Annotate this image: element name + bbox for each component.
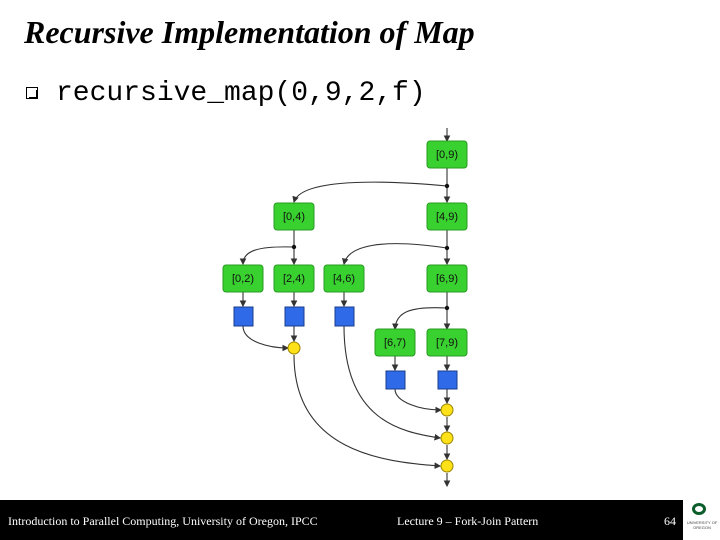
svg-text:[7,9): [7,9) xyxy=(435,337,459,349)
spawn-dot xyxy=(292,245,296,249)
task-node xyxy=(427,141,467,168)
join-dot xyxy=(441,460,453,472)
task-node xyxy=(274,203,314,230)
join-dot xyxy=(441,404,453,416)
page-number: 64 xyxy=(664,514,676,528)
svg-text:[0,9): [0,9) xyxy=(435,149,459,161)
logo-wordmark: UNIVERSITY OF OREGON xyxy=(686,520,718,530)
bullet-text: recursive_map(0,9,2,f) xyxy=(56,78,426,109)
work-box xyxy=(438,371,457,389)
svg-text:[6,7): [6,7) xyxy=(383,337,407,349)
join-points xyxy=(288,342,453,472)
svg-text:[2,4): [2,4) xyxy=(282,273,306,285)
spawn-dot xyxy=(445,306,449,310)
task-node xyxy=(324,265,364,292)
task-node xyxy=(274,265,314,292)
svg-text:[4,9): [4,9) xyxy=(435,211,459,223)
footer-course: Introduction to Parallel Computing, University of Oregon, IPCC xyxy=(8,514,318,528)
svg-text:[6,9): [6,9) xyxy=(435,273,459,285)
footer-lecture: Lecture 9 – Fork-Join Pattern xyxy=(397,514,539,528)
svg-text:[0,2): [0,2) xyxy=(231,273,255,285)
work-box xyxy=(285,307,304,326)
spawn-points xyxy=(292,184,449,310)
svg-text:[0,4): [0,4) xyxy=(282,211,306,223)
work-box xyxy=(386,371,405,389)
work-box xyxy=(335,307,354,326)
task-node xyxy=(375,329,415,356)
task-node xyxy=(427,203,467,230)
o-logo-icon xyxy=(692,503,706,515)
join-dot xyxy=(441,432,453,444)
spawn-dot xyxy=(445,246,449,250)
task-node xyxy=(427,265,467,292)
spawn-dot xyxy=(445,184,449,188)
svg-text:[4,6): [4,6) xyxy=(332,273,356,285)
university-logo xyxy=(683,500,720,540)
footer-bar xyxy=(0,500,720,540)
slide-title: Recursive Implementation of Map xyxy=(24,14,475,50)
join-dot xyxy=(288,342,300,354)
task-node xyxy=(223,265,263,292)
task-node xyxy=(427,329,467,356)
work-box xyxy=(234,307,253,326)
